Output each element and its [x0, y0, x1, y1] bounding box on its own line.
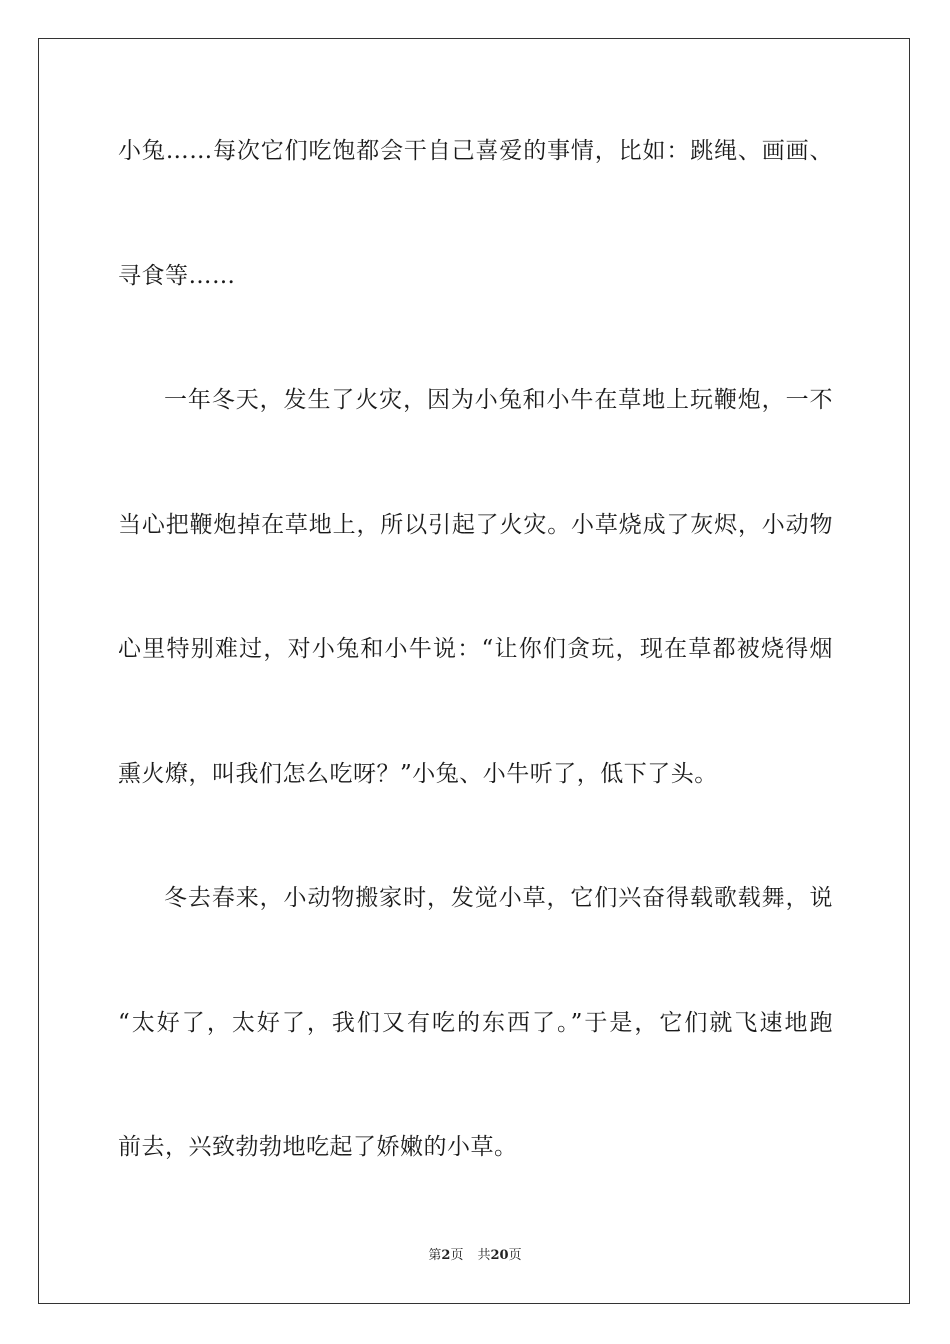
text-line-2: 寻食等……: [118, 263, 236, 289]
text-line-4: 当心把鞭炮掉在草地上，所以引起了火灾。小草烧成了灰烬，小动物: [118, 512, 833, 538]
text-line-3: 一年冬天，发生了火灾，因为小兔和小牛在草地上玩鞭炮，一不: [164, 387, 833, 413]
text-line-7: 冬去春来，小动物搬家时，发觉小草，它们兴奋得载歌载舞，说: [164, 885, 833, 911]
total-suffix: 页: [508, 1248, 522, 1263]
text-line-6: 熏火燎，叫我们怎么吃呀？”小兔、小牛听了，低下了头。: [118, 761, 718, 787]
text-line-9: 前去，兴致勃勃地吃起了娇嫩的小草。: [118, 1134, 518, 1160]
page-border: [38, 38, 910, 1304]
text-line-8: “太好了，太好了，我们又有吃的东西了。”于是，它们就飞速地跑: [118, 1010, 833, 1036]
page-suffix: 页: [450, 1248, 464, 1263]
page-prefix: 第: [428, 1248, 442, 1263]
text-line-1: 小兔……每次它们吃饱都会干自己喜爱的事情，比如：跳绳、画画、: [118, 138, 833, 164]
total-pages: 20: [490, 1248, 509, 1263]
page-footer: [0, 1247, 950, 1265]
total-prefix: 共: [477, 1248, 491, 1263]
page-number: 2: [441, 1248, 451, 1263]
text-line-5: 心里特别难过，对小兔和小牛说：“让你们贪玩，现在草都被烧得烟: [118, 636, 833, 662]
